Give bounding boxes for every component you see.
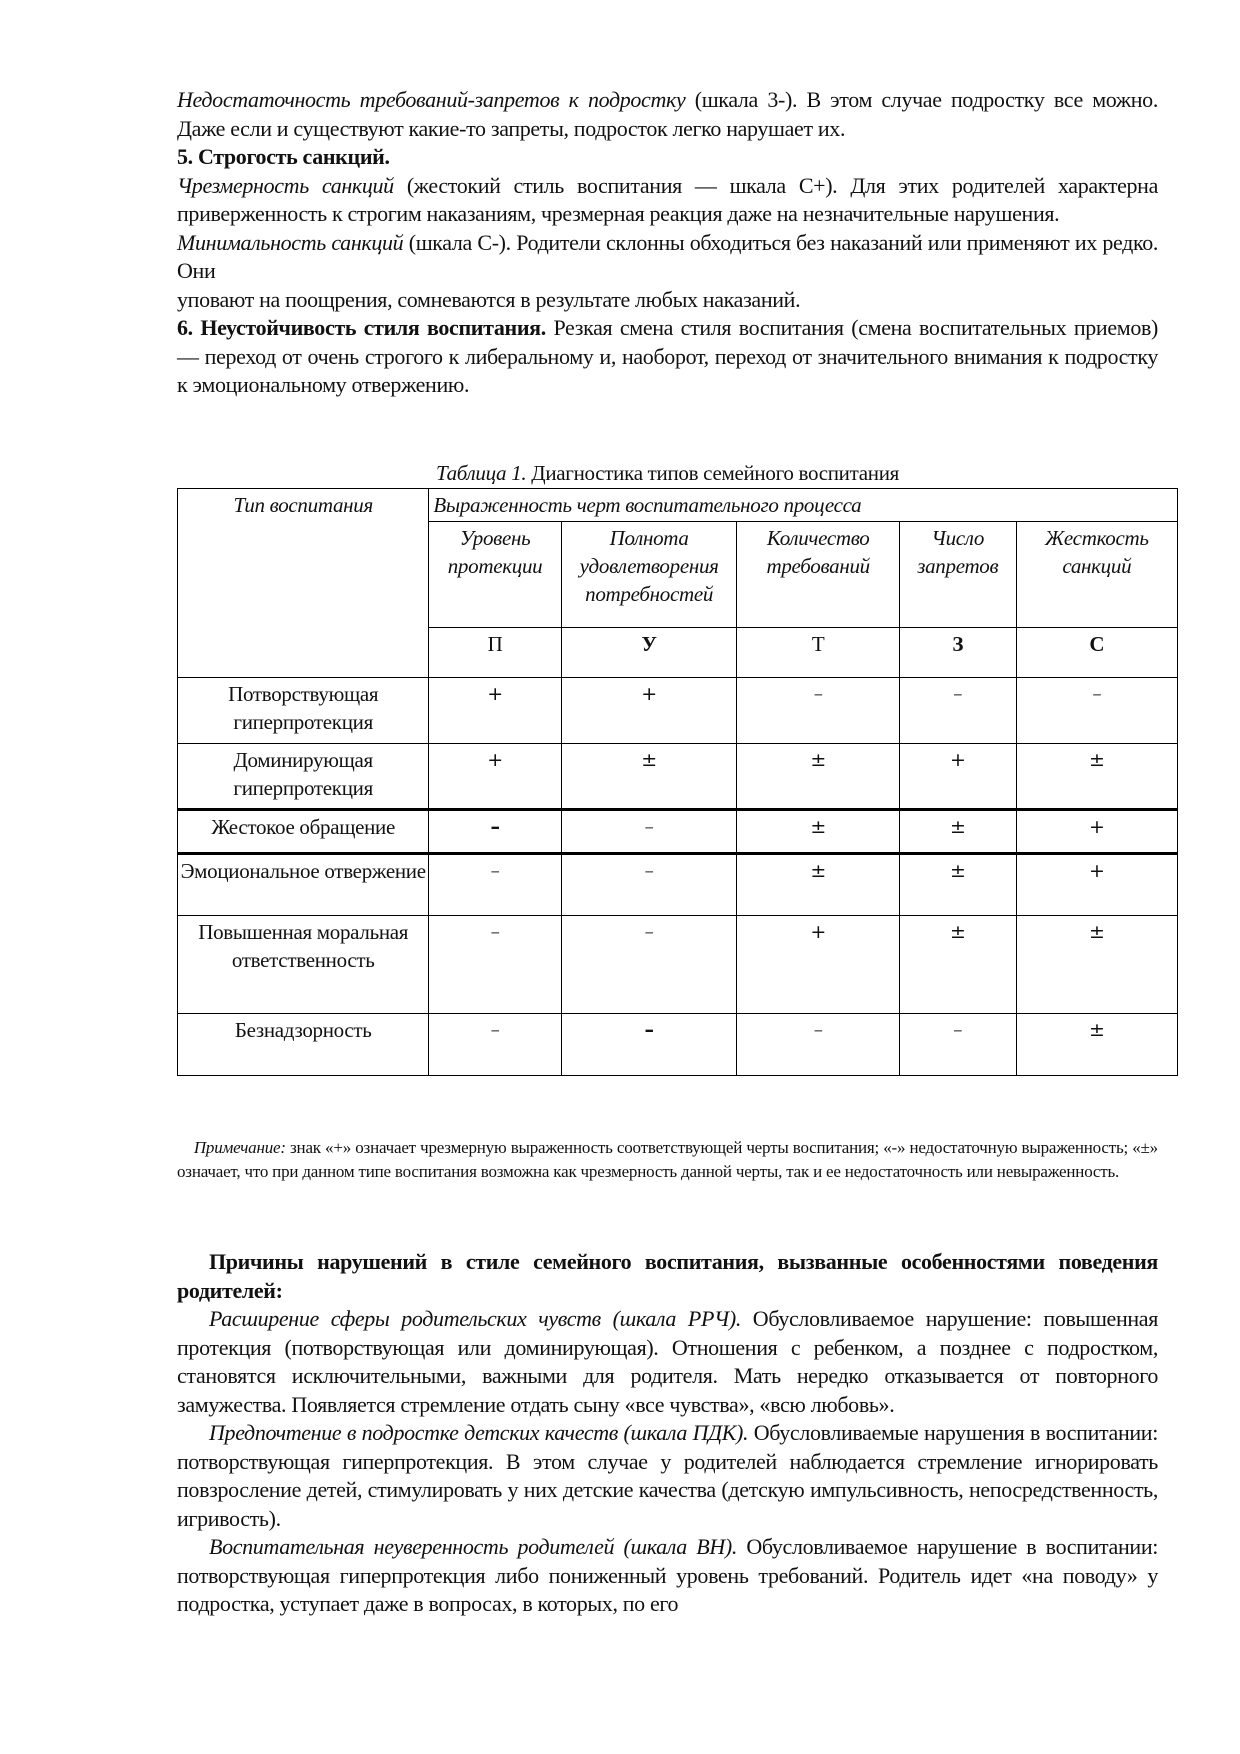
cell-value: – — [737, 1014, 899, 1076]
table-row — [178, 916, 1178, 1014]
cell-value: ± — [561, 744, 737, 810]
table-row — [178, 678, 1178, 744]
term-minimal-sanctions: Минимальность санкций — [177, 229, 404, 255]
row-type: Безнадзорность — [178, 1014, 429, 1076]
cell-value: ± — [899, 916, 1016, 1014]
column-header: Жесткость санкций — [1016, 522, 1177, 628]
cell-value: ± — [1016, 744, 1177, 810]
paragraph-unstable-style: 6. Неустойчивость стиля воспитания. Резкая смена стиля воспитания (смена воспитательных приемов) — переход от очень строгого к либеральному и, наоборот, переход от значительного внимания к подростку к эмоциональному отвержению. — [177, 315, 1159, 397]
term-excessive-sanctions: Чрезмерность санкций — [177, 172, 394, 198]
row-type: Повышенная моральная ответственность — [178, 916, 429, 1014]
section-heading-5: 5. Строгость санкций. — [177, 144, 390, 169]
cell-value: ± — [899, 854, 1016, 916]
table-row — [178, 854, 1178, 916]
paragraph-pdk: Предпочтение в подростке детских качеств (шкала ПДК). Обусловливаемые нарушения в воспитании: потворствующая гиперпротекция. В этом случае у родителей наблюдается стремление игнорировать повзросление детей, стимулировать у них детские качества (детскую импульсивность, непосредственность, игривость). — [177, 1420, 1158, 1531]
header-type: Тип воспитания — [178, 489, 429, 678]
cell-value: ± — [737, 810, 899, 854]
cell-value: – — [429, 854, 561, 916]
cell-value: + — [561, 678, 737, 744]
row-type: Жестокое обращение — [178, 810, 429, 854]
column-code: Т — [737, 628, 899, 678]
row-type: Доминирующая гиперпротекция — [178, 744, 429, 810]
cell-value: ± — [1016, 1014, 1177, 1076]
column-code: С — [1016, 628, 1177, 678]
section-heading-6: 6. Неустойчивость стиля воспитания. — [177, 315, 546, 340]
cell-value: – — [429, 810, 561, 854]
cell-value: + — [737, 916, 899, 1014]
column-header: Уровень протекции — [429, 522, 561, 628]
lower-section — [177, 1248, 1158, 1619]
cell-value: – — [429, 1014, 561, 1076]
cell-value: + — [429, 744, 561, 810]
cell-value: ± — [1016, 916, 1177, 1014]
paragraph-vn: Воспитательная неуверенность родителей (шкала ВН). Обусловливаемое нарушение в воспитании: потворствующая гиперпротекция либо пониженный уровень требований. Родитель идет «на поводу» у подростка, уступает даже в вопросах, в которых, по его — [177, 1534, 1159, 1616]
cell-value: – — [737, 678, 899, 744]
cell-value: ± — [737, 854, 899, 916]
column-code: П — [429, 628, 561, 678]
row-type: Эмоциональное отвержение — [178, 854, 429, 916]
table-row — [178, 810, 1178, 854]
diagnostics-table — [177, 488, 1178, 1076]
paragraph-excessive-sanctions: Чрезмерность санкций (жестокий стиль воспитания — шкала С+). Для этих родителей характерна приверженность к строгим наказаниям, чрезмерная реакция даже на незначительные нарушения. — [177, 172, 1158, 226]
paragraph-rrch: Расширение сферы родительских чувств (шкала РРЧ). Обусловливаемое нарушение: повышенная протекция (потворствующая или доминирующая). Отношения с ребенком, а позднее с подростком, становятся исключительными, важными для родителя. Мать нередко отказывается от повторного замужества. Появляется стремление отдать сыну «все чувства», «всю любовь». — [177, 1306, 1158, 1417]
table-note: Примечание: знак «+» означает чрезмерную выраженность соответствующей черты воспитания; «-» недостаточную выраженность; «±» означает, что при данном типе воспитания возможна как чрезмерность данной черты, так и ее недостаточность или невыраженность. — [177, 1138, 1158, 1181]
cell-value: – — [561, 916, 737, 1014]
cell-value: + — [429, 678, 561, 744]
cell-value: – — [429, 916, 561, 1014]
table-caption: Таблица 1. Диагностика типов семейного воспитания — [435, 461, 899, 485]
cell-value: – — [561, 810, 737, 854]
cell-value: – — [899, 1014, 1016, 1076]
column-header: Количество требований — [737, 522, 899, 628]
column-header: Полнота удовлетворения потребностей — [561, 522, 737, 628]
paragraph-insufficient-prohibitions: Недостаточность требований-запретов к подростку (шкала 3-). В этом случае подростку все можно. Даже если и существуют какие-то запреты, подросток легко нарушает их. — [177, 87, 1158, 141]
column-header: Число запретов — [899, 522, 1016, 628]
section-heading-causes: Причины нарушений в стиле семейного воспитания, вызванные особенностями поведения родителей: — [177, 1249, 1158, 1303]
document-page — [177, 86, 1159, 1616]
column-code: У — [561, 628, 737, 678]
cell-value: – — [1016, 678, 1177, 744]
row-type: Потворствующая гиперпротекция — [178, 678, 429, 744]
cell-value: – — [561, 1014, 737, 1076]
table-row — [178, 744, 1178, 810]
cell-value: ± — [899, 810, 1016, 854]
cell-value: + — [1016, 810, 1177, 854]
cell-value: + — [1016, 854, 1177, 916]
header-group: Выраженность черт воспитательного процесса — [429, 489, 1178, 522]
column-code: З — [899, 628, 1016, 678]
paragraph-minimal-sanctions-cont: уповают на поощрения, сомневаются в результате любых наказаний. — [177, 286, 801, 312]
cell-value: + — [899, 744, 1016, 810]
cell-value: – — [899, 678, 1016, 744]
cell-value: – — [561, 854, 737, 916]
cell-value: ± — [737, 744, 899, 810]
paragraph-minimal-sanctions: Минимальность санкций (шкала С-). Родители склонны обходиться без наказаний или применяют их редко. Они — [177, 229, 1158, 283]
table-row — [178, 1014, 1178, 1076]
term-insufficient-prohibitions: Недостаточность требований-запретов к подростку — [177, 87, 686, 112]
